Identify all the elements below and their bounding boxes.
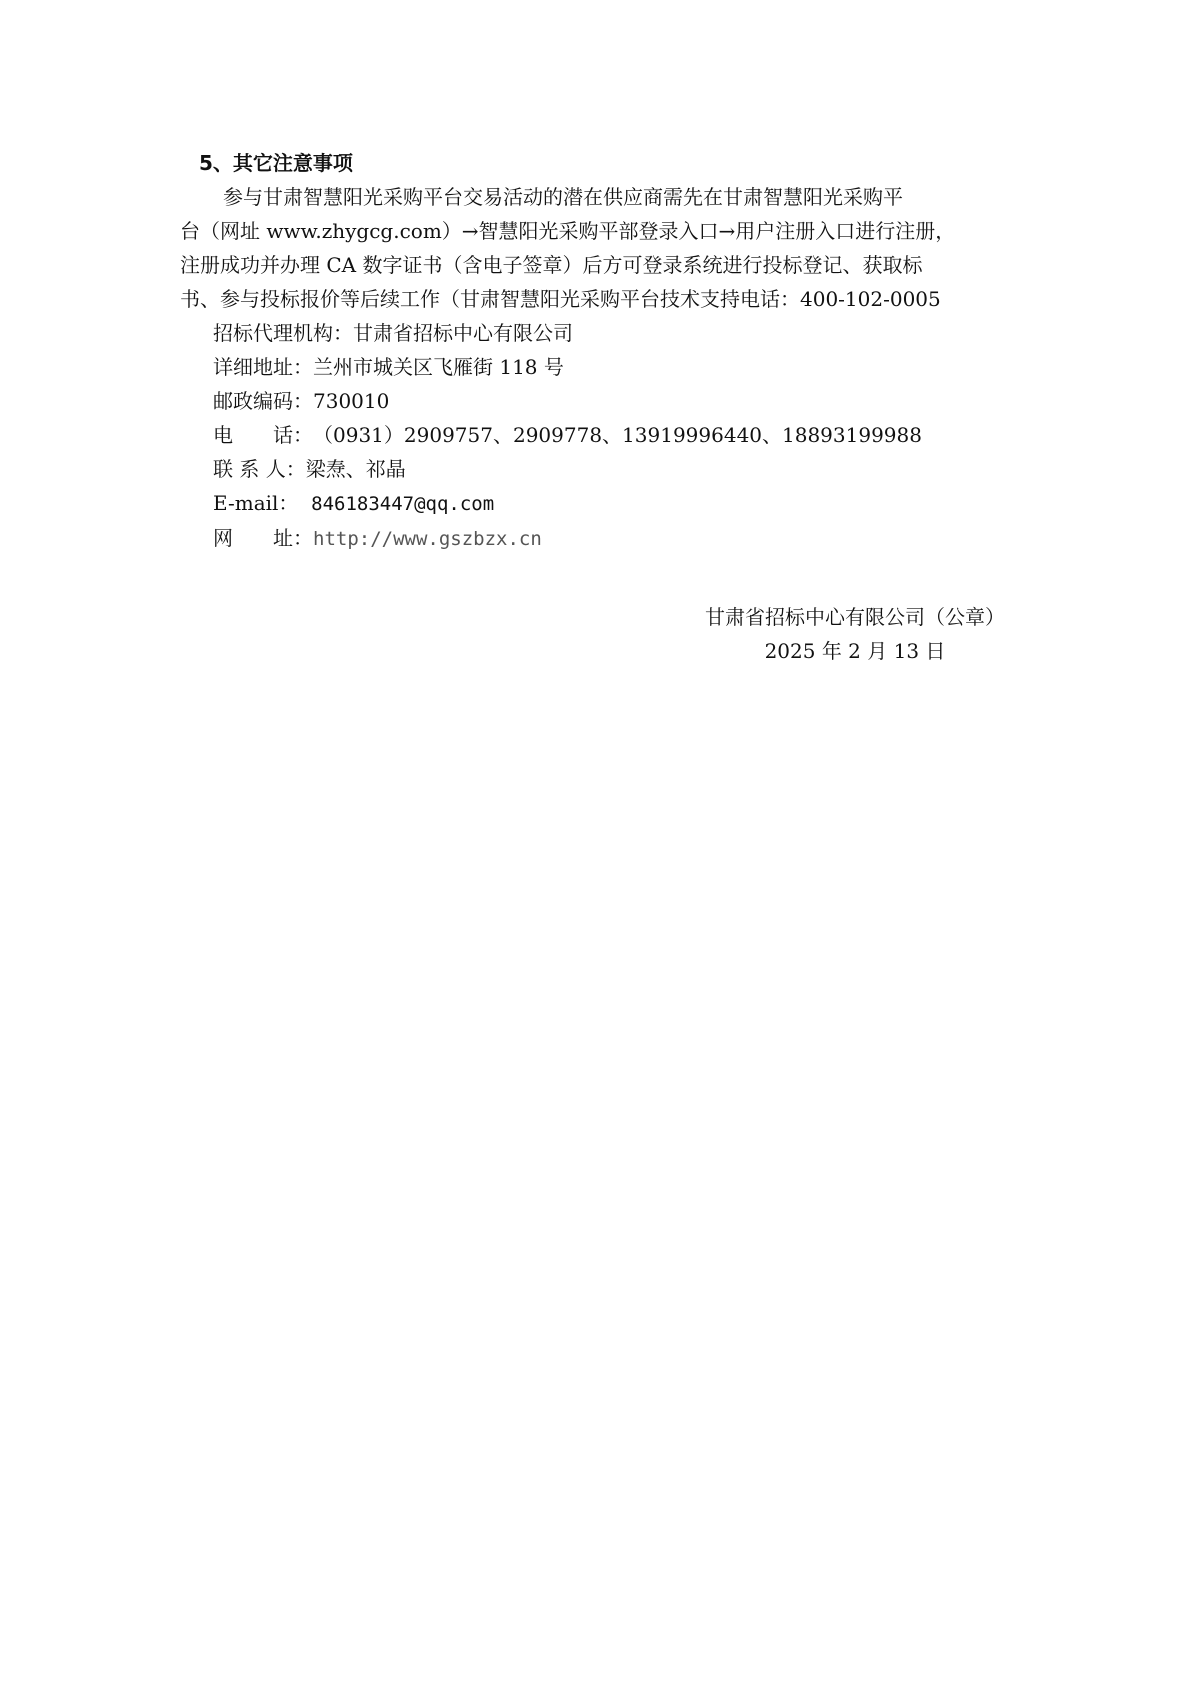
website-row [213,521,922,556]
signature-org: 甘肃省招标中心有限公司（公章） [705,605,1005,629]
notice-line-1: 参与甘肃智慧阳光采购平台交易活动的潜在供应商需先在甘肃智慧阳光采购平 [223,185,903,209]
notice-paragraph [180,180,1060,316]
postcode-row [213,384,922,418]
signature-block [670,600,1040,668]
agency-label: 招标代理机构： [213,321,353,345]
postcode-label: 邮政编码： [213,389,313,413]
notice-line-3: 注册成功并办理 CA 数字证书（含电子签章）后方可登录系统进行投标登记、获取标 [180,253,923,277]
notice-line-4: 书、参与投标报价等后续工作（甘肃智慧阳光采购平台技术支持电话：400-102-0005 [180,287,941,311]
notice-line-2: 台（网址 www.zhygcg.com）→智慧阳光采购平部登录入口→用户注册入口进行注册， [180,219,956,243]
email-value[interactable]: 846183447@qq.com [311,493,495,515]
postcode-value: 730010 [313,389,390,413]
contact-person-row [213,452,922,486]
signature-date: 2025 年 2 月 13 日 [764,639,946,663]
phone-row [213,418,922,452]
email-label: E-mail： [213,491,299,515]
agency-row [213,316,922,350]
section-heading: 5、其它注意事项 [199,151,353,175]
address-value: 兰州市城关区飞雁街 118 号 [313,355,564,379]
address-label: 详细地址： [213,355,313,379]
phone-value: （0931）2909757、2909778、13919996440、18893199988 [313,423,922,447]
address-row [213,350,922,384]
website-link[interactable]: http://www.gszbzx.cn [313,528,542,550]
phone-label: 电 话： [213,423,313,447]
agency-value: 甘肃省招标中心有限公司 [353,321,573,345]
website-label: 网 址： [213,526,313,550]
email-row [213,486,922,521]
contact-info [213,316,922,556]
contact-person-value: 梁焘、祁晶 [305,457,406,481]
contact-person-label: 联 系 人： [213,457,306,481]
